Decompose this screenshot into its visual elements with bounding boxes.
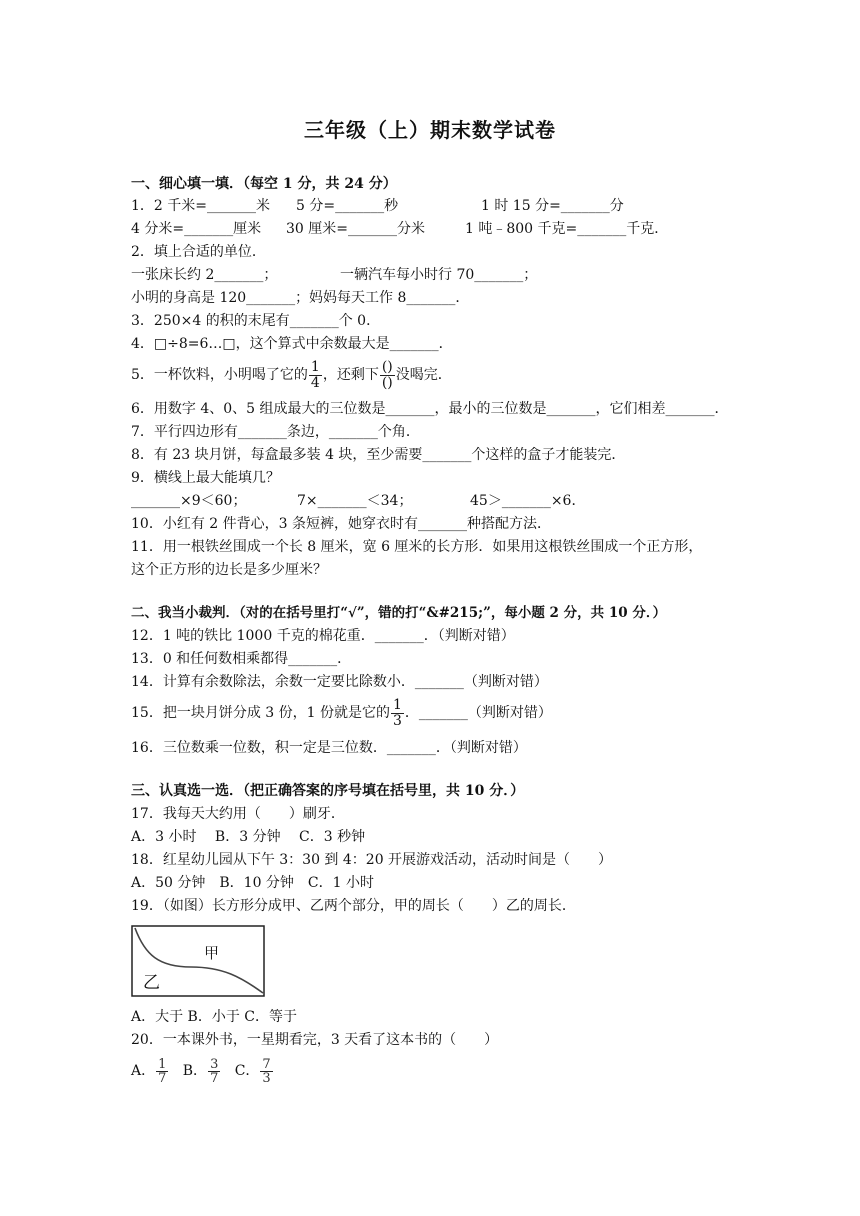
- q5-fraction-blank: $\frac{()}{()}$: [381, 358, 393, 391]
- question-14: 14．计算有余数除法，余数一定要比除数小．_______（判断对错）: [131, 674, 548, 690]
- q9-part-a: _______×9＜60；: [131, 493, 247, 509]
- q15-text-pre: 15．把一块月饼分成 3 份，1 份就是它的: [131, 705, 390, 721]
- question-3: 3．250×4 的积的末尾有_______个 0．: [131, 313, 381, 329]
- question-7: 7．平行四边形有_______条边，_______个角．: [131, 424, 420, 440]
- question-11-line-2: 这个正方形的边长是多少厘米？: [131, 562, 327, 578]
- question-8: 8．有 23 块月饼，每盒最多装 4 块，至少需要_______个这样的盒子才能装完．: [131, 447, 626, 463]
- section-3-heading: 三、认真选一选．（把正确答案的序号填在括号里，共 10 分．）: [131, 783, 525, 799]
- section-1-heading: 一、细心填一填．（每空 1 分，共 24 分）: [131, 176, 397, 192]
- question-10: 10．小红有 2 件背心，3 条短裤，她穿衣时有_______种搭配方法．: [131, 516, 551, 532]
- question-2-row-1: [131, 266, 731, 284]
- question-17-options: A．3 小时 B．3 分钟 C．3 秒钟: [131, 829, 366, 845]
- q9-part-c: 45＞_______×6．: [470, 493, 586, 509]
- q9-part-b: 7×_______＜34；: [297, 493, 413, 509]
- q5-text-mid: ，还剩下: [322, 367, 379, 383]
- q15-text-post: ．_______（判断对错）: [404, 705, 552, 721]
- q20-option-a-fraction: $\frac{1}{7}$: [158, 1056, 167, 1086]
- figure-label-yi: 乙: [143, 973, 160, 993]
- q20-option-c-label: C．: [234, 1063, 260, 1079]
- question-20: 20．一本课外书，一星期看完，3 天看了这本书的（ ）: [131, 1032, 499, 1048]
- q15-fraction-one-third: $\frac{1}{3}$: [392, 696, 402, 729]
- question-15: [131, 696, 552, 730]
- question-1-row-2: [131, 220, 731, 238]
- question-19-options: A．大于 B．小于 C．等于: [131, 1009, 298, 1025]
- q5-text-pre: 5．一杯饮料，小明喝了它的: [131, 367, 308, 383]
- page-title: 三年级（上）期末数学试卷: [304, 118, 556, 142]
- question-9: 9．横线上最大能填几？: [131, 470, 280, 486]
- question-5: [131, 358, 452, 392]
- q20-option-b-label: B．: [182, 1063, 208, 1079]
- question-4: 4．□÷8=6…□，这个算式中余数最大是_______．: [131, 336, 453, 352]
- question-9-row: [131, 492, 731, 510]
- q5-text-post: 没喝完．: [395, 367, 452, 383]
- question-2: 2．填上合适的单位．: [131, 244, 266, 260]
- q2-height: 小明的身高是 120_______；: [131, 290, 310, 306]
- question-11-line-1: 11．用一根铁丝围成一个长 8 厘米，宽 6 厘米的长方形．如果用这根铁丝围成一个正方形，: [131, 539, 703, 555]
- q1-hour-to-min: 1 时 15 分=_______分: [481, 198, 624, 214]
- question-20-options: [131, 1054, 274, 1088]
- rectangle-figure: [131, 925, 265, 997]
- question-18: 18．红星幼儿园从下午 3：30 到 4：20 开展游戏活动，活动时间是（ ）: [131, 852, 613, 868]
- section-2-heading: 二、我当小裁判．（对的在括号里打“√”，错的打“&#215;”，每小题 2 分，共 10 分．）: [131, 605, 667, 621]
- q1-km-to-m: 1．2 千米=_______米: [131, 198, 270, 214]
- q2-bed-length: 一张床长约 2_______；: [131, 267, 278, 283]
- question-1-row-1: [131, 197, 731, 215]
- figure-label-jia: 甲: [204, 944, 220, 962]
- q1-min-to-sec: 5 分=_______秒: [296, 198, 399, 214]
- question-12: 12．1 吨的铁比 1000 千克的棉花重．_______．（判断对错）: [131, 628, 515, 644]
- q1-ton-to-kg: 1 吨﹣800 千克=_______千克．: [465, 221, 669, 237]
- question-2-row-2: [131, 289, 731, 307]
- question-18-options: A．50 分钟 B．10 分钟 C．1 小时: [131, 875, 374, 891]
- question-13: 13．0 和任何数相乘都得_______．: [131, 651, 352, 667]
- question-16: 16．三位数乘一位数，积一定是三位数．_______．（判断对错）: [131, 740, 527, 756]
- q2-work-time: 妈妈每天工作 8_______．: [309, 290, 470, 306]
- question-17: 17．我每天大约用（ ）刷牙．: [131, 806, 345, 822]
- question-19: 19．（如图）长方形分成甲、乙两个部分，甲的周长（ ）乙的周长．: [131, 898, 576, 914]
- q1-dm-to-cm: 4 分米=_______厘米: [131, 221, 262, 237]
- q20-option-c-fraction: $\frac{7}{3}$: [262, 1056, 271, 1086]
- q5-fraction-one-quarter: $\frac{1}{4}$: [310, 358, 320, 391]
- q20-option-b-fraction: $\frac{3}{7}$: [210, 1056, 219, 1086]
- q1-cm-to-dm: 30 厘米=_______分米: [286, 221, 425, 237]
- question-6: 6．用数字 4、0、5 组成最大的三位数是_______，最小的三位数是_______，它们相差_______．: [131, 401, 729, 417]
- q2-car-speed: 一辆汽车每小时行 70_______；: [340, 267, 538, 283]
- q20-option-a-label: A．: [131, 1063, 156, 1079]
